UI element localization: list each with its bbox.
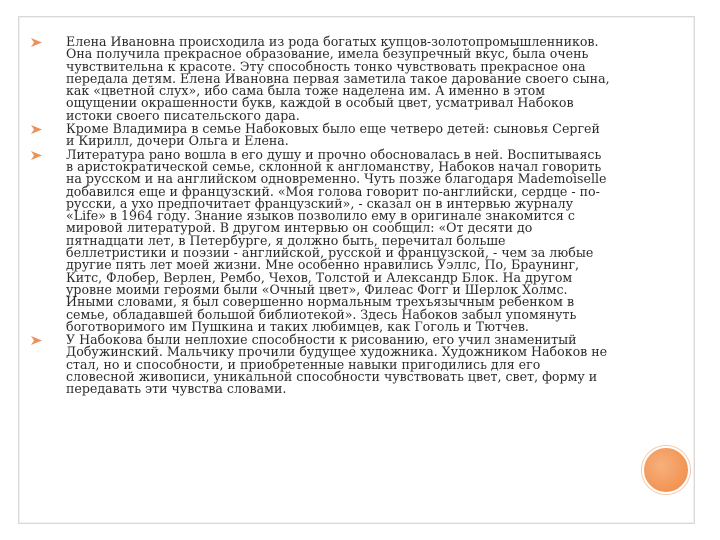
bullet-icon (30, 335, 43, 346)
paragraph-text: У Набокова были неплохие способности к рисованию, его учил знаменитый Добужинский. Мальчику прочили будущее художника. Художником Набоков не стал, но и способности, и приобретенные навыки пригодились для его словесной живописи, уникальной способности чувствовать цвет, свет, форму и передавать эти чувства словами. (66, 332, 608, 397)
list-item (30, 334, 610, 395)
bullet-icon (30, 150, 43, 161)
paragraph-text: Литература рано вошла в его душу и прочно обосновалась в ней. Воспитываясь в аристократической семье, склонной к англоманству, Набоков начал говорить на русском и на английском одновременно. Чуть позже благодаря Mademoiselle добавился еще и французский. «Моя голова говорит по-английски, сердце - по-русски, а ухо предпочитает французский», - сказал он в интервью журналу «Life» в 1964 году. Знание языков позволило ему в оригинале знакомится с мировой литературой. В другом интервью он сообщил: «От десяти до пятнадцати лет, в Петербурге, я должно быть, перечитал больше беллетристики и поэзии - английской, русской и французской, - чем за любые другие пять лет моей жизни. Мне особенно нравились Уэллс, По, Браунинг, Китс, Флобер, Верлен, Рембо, Чехов, Толстой и Александр Блок. На другом уровне моими героями были «Очный цвет», Филеас Фогг и Шерлок Холмс. Иными словами, я был совершенно нормальным трехъязычным ребенком в семье, обладавшей большой библиотекой». Здесь Набоков забыл упомянуть боготворимого им Пушкина и таких любимцев, как Гоголь и Тютчев. (66, 146, 607, 334)
paragraph-text: Елена Ивановна происходила из рода богатых купцов-золотопромышленников. Она получила прекрасное образование, имела безупречный вкус, была очень чувствительна к красоте. Эту способность тонко чувствовать прекрасное она передала детям. Елена Ивановна первая заметила такое дарование своего сына, как «цветной слух», ибо сама была тоже наделена им. А именно в этом ощущении окрашенности букв, каждой в особый цвет, усматривал Набоков истоки своего писательского дара. (66, 34, 610, 123)
list-item (30, 146, 610, 334)
orange-circle-decoration-icon (642, 446, 690, 494)
paragraph-text: Кроме Владимира в семье Набоковых было еще четверо детей: сыновья Сергей и Кирилл, дочери Ольга и Елена. (66, 121, 600, 149)
bullet-list (30, 36, 610, 397)
bullet-icon (30, 124, 43, 135)
list-item (30, 36, 610, 122)
bullet-icon (30, 37, 43, 48)
list-item (30, 123, 610, 148)
